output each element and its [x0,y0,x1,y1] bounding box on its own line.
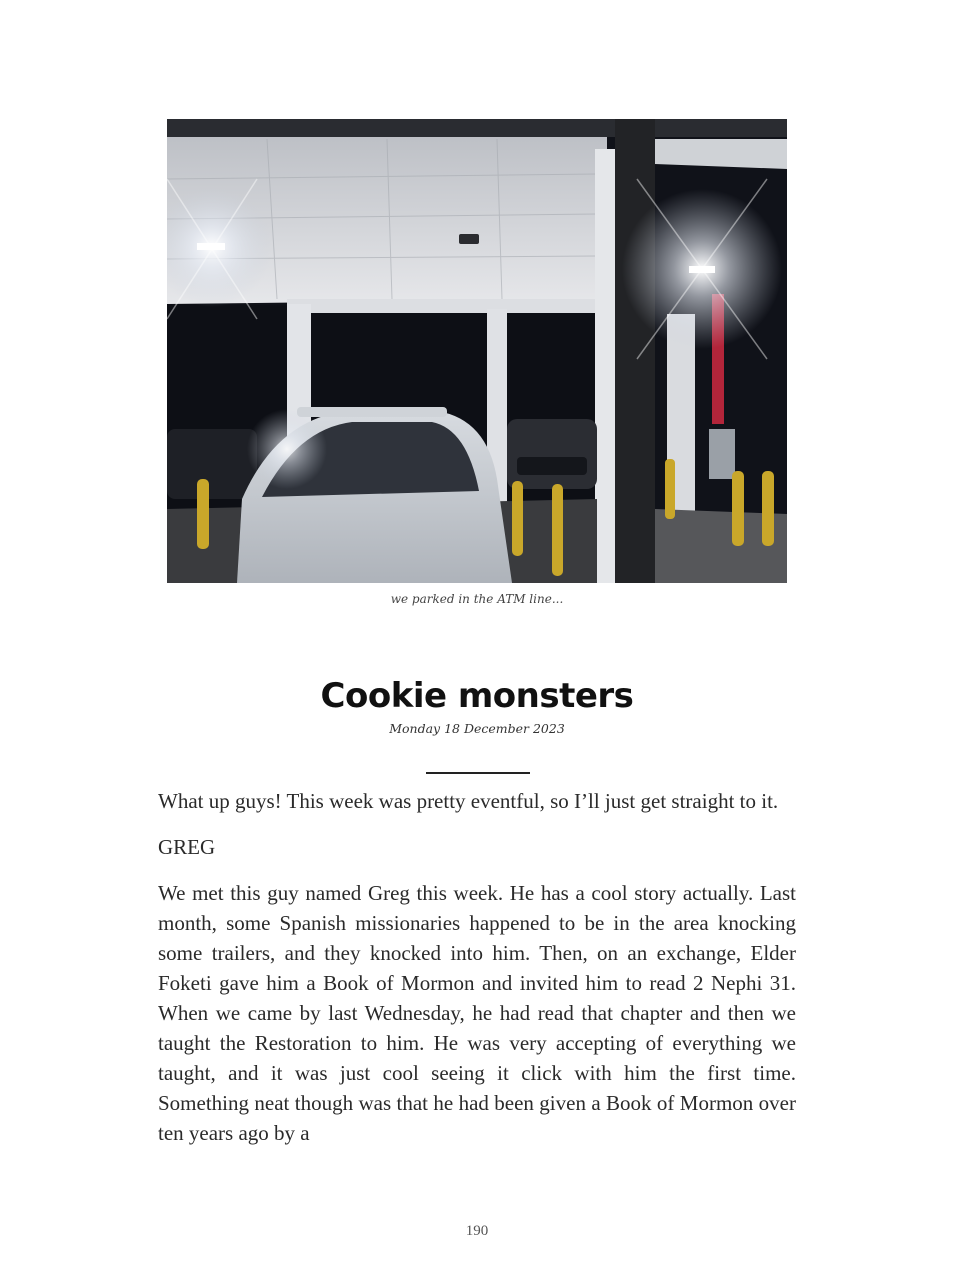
photo-caption: we parked in the ATM line... [390,592,564,606]
page-number: 190 [465,1223,489,1239]
post-body [158,786,796,1164]
post-title: Cookie monsters [320,676,634,716]
intro-paragraph: What up guys! This week was pretty eventful, so I’ll just get straight to it. [158,789,779,813]
post-date: Monday 18 December 2023 [389,721,565,736]
article-photo [167,119,787,583]
section-heading: GREG [158,835,216,859]
drive-through-photo [167,119,787,583]
title-divider [426,772,530,774]
body-paragraph: We met this guy named Greg this week. He has a cool story actually. Last month, some Spanish missionaries happened to be in the area knocking some trailers, and they knocked into him. Then, on an exchange, Elder Foketi gave him a Book of Mormon and invited him to read 2 Nephi 31. When we came by last Wednesday, he had read that chapter and then we taught the Restoration to him. He was very accepting of everything we taught, and it was just cool seeing it click with him the first time. Something neat though was that he had been given a Book of Mormon over ten years ago by a [158,881,796,1145]
